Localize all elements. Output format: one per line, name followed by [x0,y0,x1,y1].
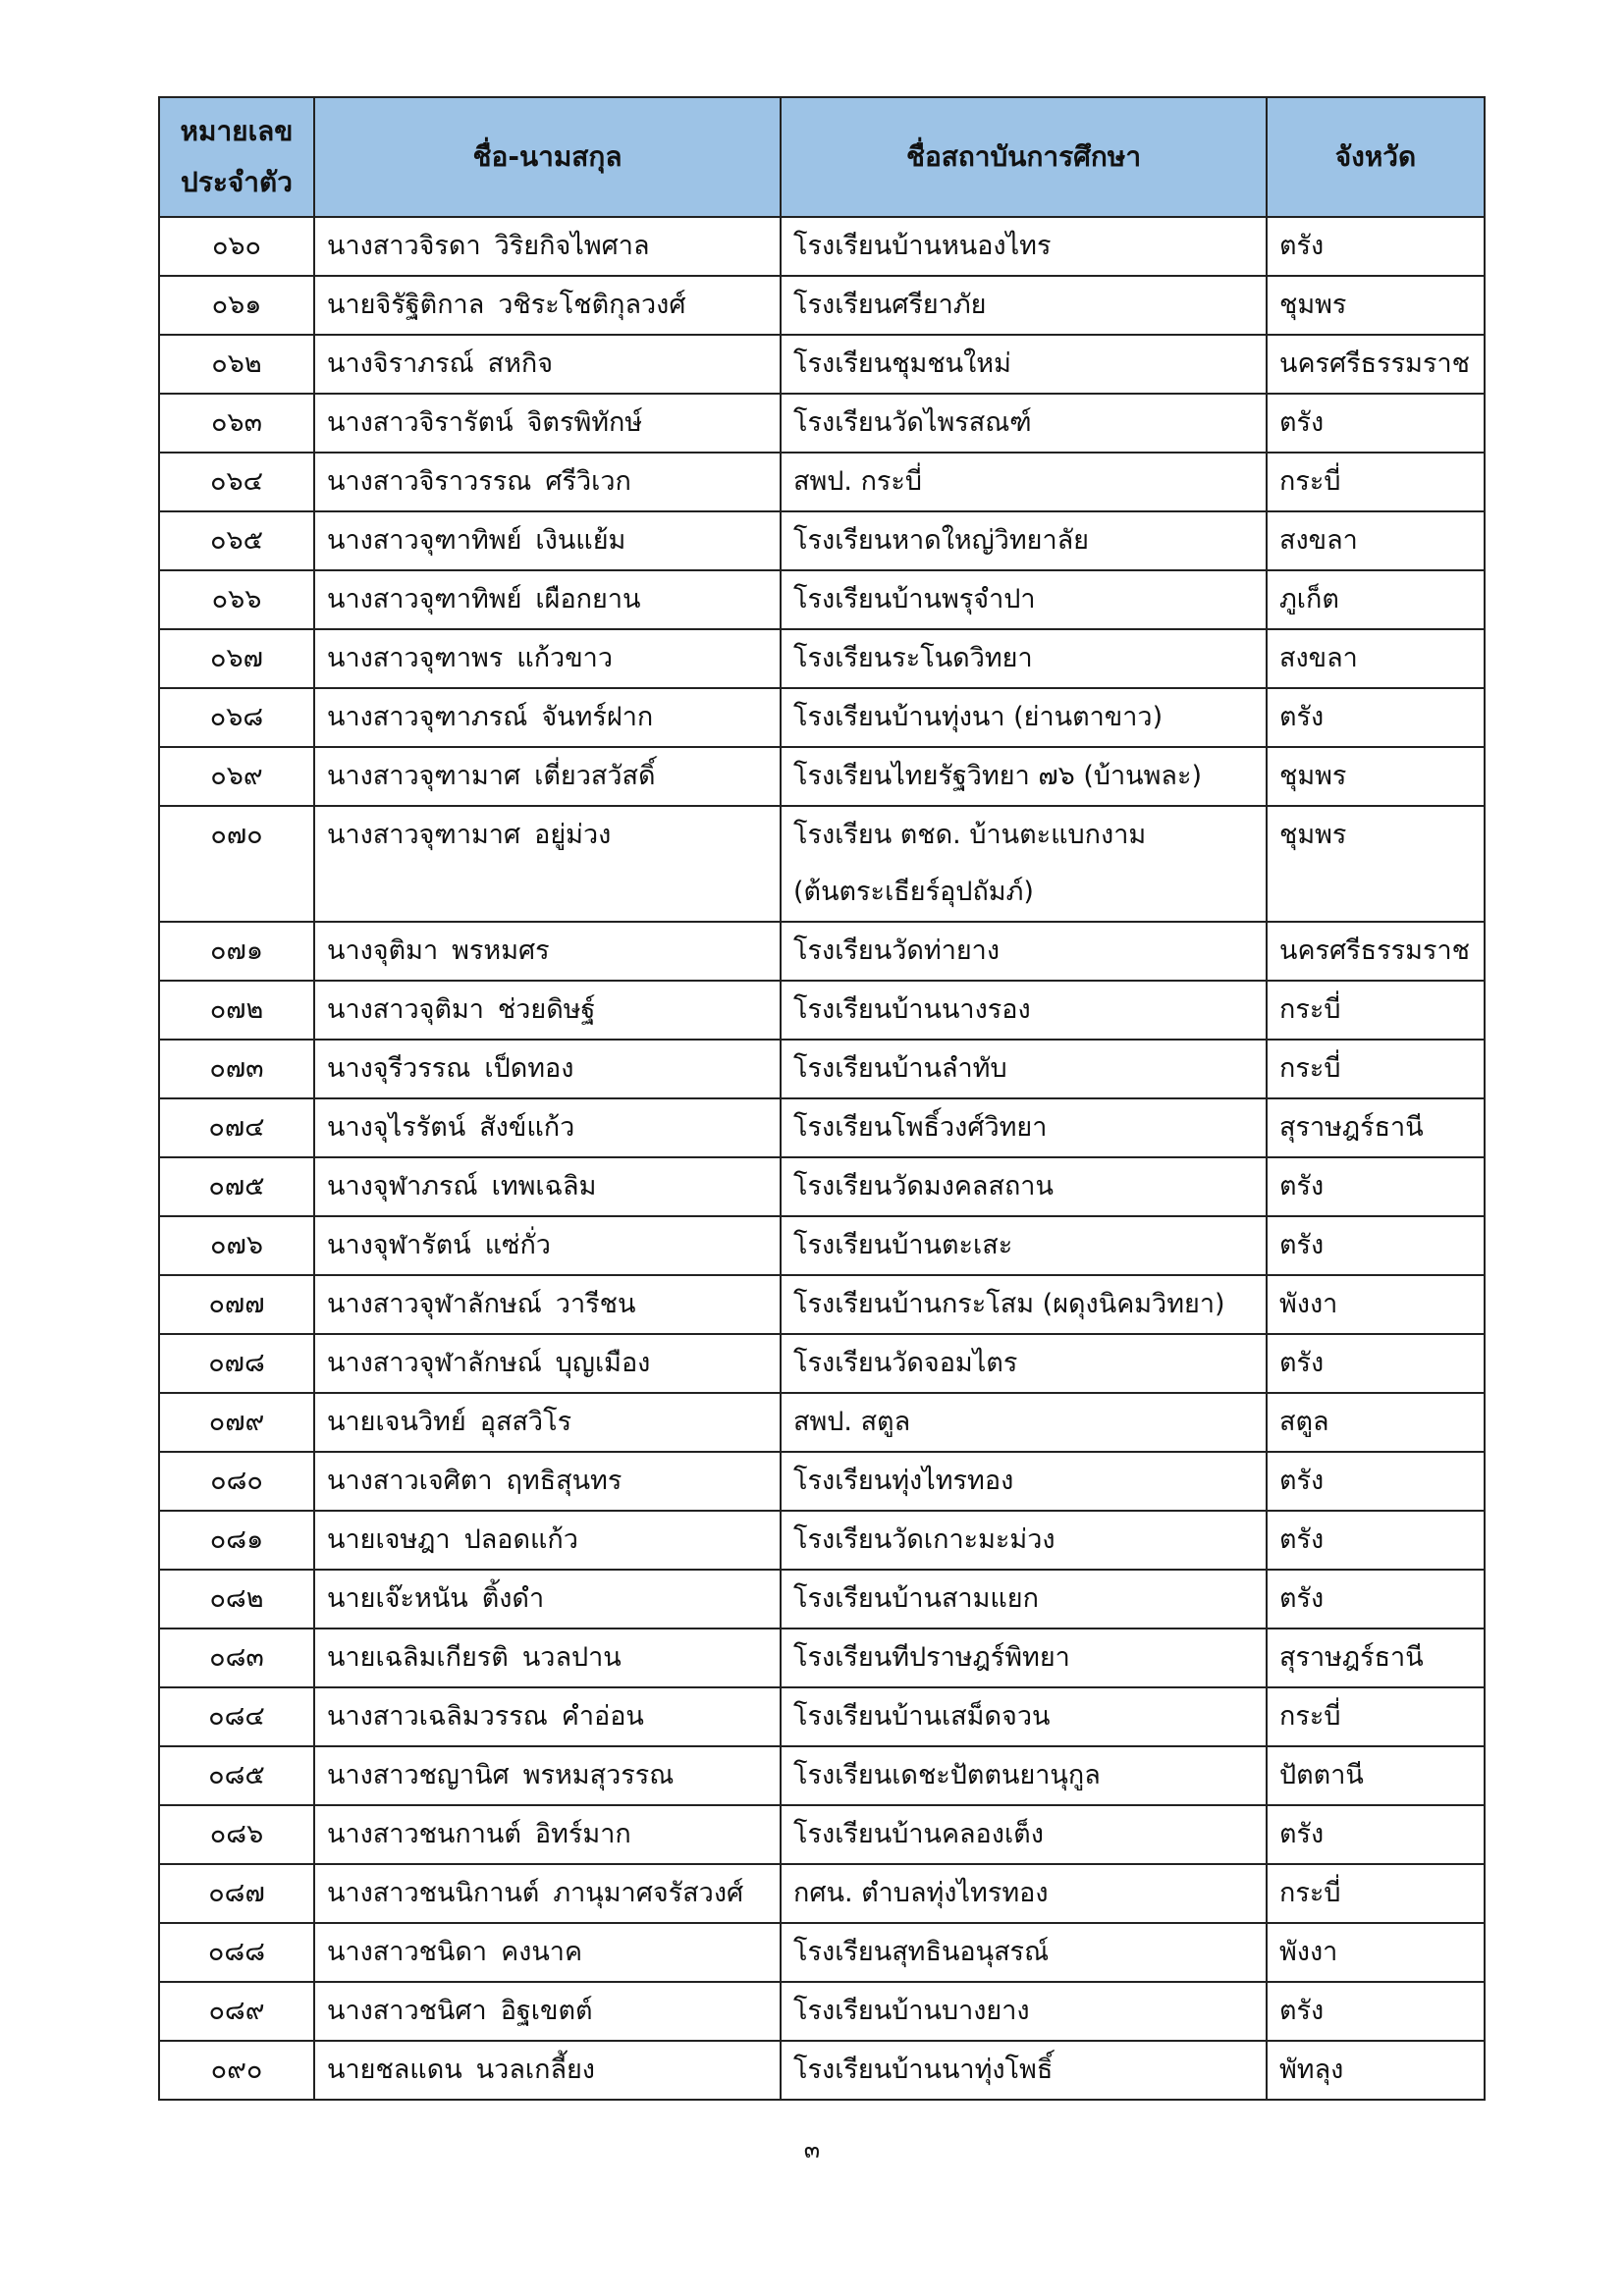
first-name: นางจุฬาภรณ์ [327,1171,478,1201]
institution-line1: โรงเรียนบ้านเสม็ดจวน [793,1701,1051,1732]
row-name [314,1687,781,1746]
table-row [159,394,1485,453]
row-province: กระบี่ [1267,1687,1485,1746]
row-id: ๐๖๓ [159,394,314,453]
header-id-line2: ประจำตัว [181,166,293,198]
table-row [159,1687,1485,1746]
first-name: นางสาวจิราวรรณ [327,466,532,497]
institution-line1: กศน. ตำบลทุ่งไทรทอง [793,1878,1049,1908]
row-name [314,688,781,747]
last-name: ภานุมาศจรัสวงศ์ [553,1878,744,1908]
row-province: ตรัง [1267,1157,1485,1216]
row-id: ๐๗๓ [159,1040,314,1098]
row-institution [781,1511,1267,1570]
row-id: ๐๘๙ [159,1982,314,2041]
last-name: อิทร์มาก [534,1819,631,1849]
first-name: นายเฉลิมเกียรติ [327,1642,509,1673]
row-name [314,1098,781,1157]
row-name [314,1511,781,1570]
row-institution [781,1452,1267,1511]
row-id: ๐๗๑ [159,922,314,981]
row-institution [781,1157,1267,1216]
row-name [314,217,781,276]
table-row [159,1864,1485,1923]
institution-line1: โรงเรียนไทยรัฐวิทยา ๗๖ (บ้านพละ) [793,761,1203,791]
row-institution [781,335,1267,394]
table-row [159,1393,1485,1452]
row-province: ภูเก็ต [1267,570,1485,629]
institution-line1: โรงเรียนโพธิ์วงศ์วิทยา [793,1112,1048,1143]
first-name: นายชลแดน [327,2055,462,2085]
row-name [314,1864,781,1923]
row-name [314,1334,781,1393]
first-name: นางสาวชนิดา [327,1937,488,1967]
last-name: ศรีวิเวก [545,466,631,497]
row-province: กระบี่ [1267,1864,1485,1923]
last-name: ติ้งดำ [481,1583,545,1614]
last-name: ช่วยดิษฐ์ [497,994,596,1025]
row-id: ๐๖๒ [159,335,314,394]
table-row [159,1157,1485,1216]
institution-line1: โรงเรียนบ้านกระโสม (ผดุงนิคมวิทยา) [793,1289,1225,1319]
row-province: ตรัง [1267,1570,1485,1629]
row-institution [781,217,1267,276]
institution-line1: โรงเรียนศรียาภัย [793,290,987,320]
institution-line1: โรงเรียนเดชะปัตตนยานุกูล [793,1760,1101,1790]
first-name: นายจิรัฐิติกาล [327,290,485,320]
row-province: ตรัง [1267,394,1485,453]
row-province: สงขลา [1267,629,1485,688]
row-name [314,1570,781,1629]
first-name: นางจุติมา [327,935,439,966]
row-name [314,1746,781,1805]
row-id: ๐๘๒ [159,1570,314,1629]
row-institution [781,981,1267,1040]
row-name [314,1393,781,1452]
row-id: ๐๘๖ [159,1805,314,1864]
institution-line1: โรงเรียนบ้านทุ่งนา (ย่านตาขาว) [793,702,1164,732]
row-id: ๐๖๗ [159,629,314,688]
row-id: ๐๖๐ [159,217,314,276]
last-name: เผือกยาน [535,584,641,614]
last-name: สหกิจ [487,348,554,379]
first-name: นางจุรีวรรณ [327,1053,471,1084]
row-id: ๐๘๑ [159,1511,314,1570]
row-province: พังงา [1267,1923,1485,1982]
institution-line1: สพป. กระบี่ [793,466,923,497]
row-id: ๐๖๖ [159,570,314,629]
row-id: ๐๗๒ [159,981,314,1040]
last-name: นวลเกลี้ยง [475,2055,595,2085]
last-name: คำอ่อน [561,1701,644,1732]
row-province: สงขลา [1267,511,1485,570]
last-name: เทพเฉลิม [491,1171,597,1201]
row-institution [781,1687,1267,1746]
row-province: กระบี่ [1267,1040,1485,1098]
header-institution: ชื่อสถาบันการศึกษา [781,97,1267,217]
row-institution [781,2041,1267,2100]
row-institution [781,276,1267,335]
first-name: นางจุฬารัตน์ [327,1230,471,1260]
table-row [159,570,1485,629]
last-name: เงินแย้ม [535,525,626,556]
row-name [314,1275,781,1334]
row-province: กระบี่ [1267,981,1485,1040]
last-name: จันทร์ฝาก [541,702,654,732]
table-row [159,1334,1485,1393]
row-institution [781,1982,1267,2041]
table-row [159,1216,1485,1275]
institution-line1: โรงเรียนบ้านนางรอง [793,994,1031,1025]
institution-line1: สพป. สตูล [793,1407,911,1437]
first-name: นางสาวเจศิตา [327,1466,493,1496]
table-row [159,1746,1485,1805]
row-institution [781,806,1267,922]
institution-line1: โรงเรียนวัดเกาะมะม่วง [793,1524,1056,1555]
last-name: แซ่กั่ว [484,1230,551,1260]
institution-line1: โรงเรียนบ้านตะเสะ [793,1230,1013,1260]
first-name: นางสาวชนนิกานต์ [327,1878,540,1908]
row-province: พังงา [1267,1275,1485,1334]
first-name: นางจิราภรณ์ [327,348,474,379]
first-name: นางสาวชญานิศ [327,1760,510,1790]
first-name: นางสาวจุติมา [327,994,484,1025]
table-row [159,922,1485,981]
row-province: ชุมพร [1267,276,1485,335]
row-province: พัทลุง [1267,2041,1485,2100]
row-institution [781,688,1267,747]
table-row [159,981,1485,1040]
row-name [314,2041,781,2100]
row-province: ตรัง [1267,1216,1485,1275]
row-id: ๐๖๑ [159,276,314,335]
row-province: ตรัง [1267,1511,1485,1570]
row-institution [781,1216,1267,1275]
institution-line2: (ต้นตระเธียร์อุปถัมภ์) [793,877,1034,907]
row-id: ๐๗๐ [159,806,314,922]
row-name [314,1040,781,1098]
institution-line1: โรงเรียนบ้านนาทุ่งโพธิ์ [793,2055,1054,2085]
institution-line1: โรงเรียนบ้านหนองไทร [793,231,1052,261]
row-id: ๐๘๗ [159,1864,314,1923]
table-row [159,806,1485,922]
table-row [159,629,1485,688]
table-row [159,1452,1485,1511]
table-row [159,453,1485,511]
institution-line1: โรงเรียนทุ่งไทรทอง [793,1466,1014,1496]
row-province: ตรัง [1267,1452,1485,1511]
first-name: นางสาวจุฑาทิพย์ [327,584,522,614]
first-name: นางสาวชนิศา [327,1996,487,2026]
first-name: นางสาวจุฑาภรณ์ [327,702,528,732]
row-institution [781,629,1267,688]
row-name [314,922,781,981]
row-institution [781,747,1267,806]
row-institution [781,1746,1267,1805]
institution-line1: โรงเรียนบ้านลำทับ [793,1053,1007,1084]
row-id: ๐๗๘ [159,1334,314,1393]
row-province: ตรัง [1267,688,1485,747]
institution-line1: โรงเรียนบ้านคลองเต็ง [793,1819,1044,1849]
row-province: ชุมพร [1267,806,1485,922]
table-row [159,1275,1485,1334]
first-name: นางสาวจุฑาทิพย์ [327,525,522,556]
header-row [159,97,1485,217]
row-institution [781,1570,1267,1629]
row-id: ๐๖๘ [159,688,314,747]
table-row [159,1923,1485,1982]
last-name: วิริยกิจไพศาล [494,231,650,261]
table-row [159,511,1485,570]
institution-line1: โรงเรียน ตชด. บ้านตะแบกงาม [793,820,1147,850]
row-province: สุราษฎร์ธานี [1267,1629,1485,1687]
row-name [314,511,781,570]
table-row [159,217,1485,276]
header-name: ชื่อ-นามสกุล [314,97,781,217]
row-institution [781,1098,1267,1157]
row-province: สุราษฎร์ธานี [1267,1098,1485,1157]
last-name: เตี่ยวสวัสดิ์ [534,761,656,791]
first-name: นางสาวจุฬาลักษณ์ [327,1348,542,1378]
row-institution [781,1393,1267,1452]
institution-line1: โรงเรียนทีปราษฎร์พิทยา [793,1642,1070,1673]
row-province: ชุมพร [1267,747,1485,806]
last-name: ฤทธิสุนทร [506,1466,623,1496]
row-name [314,1629,781,1687]
row-province: นครศรีธรรมราช [1267,335,1485,394]
row-id: ๐๗๕ [159,1157,314,1216]
table-row [159,1805,1485,1864]
row-name [314,335,781,394]
first-name: นายเจษฎา [327,1524,451,1555]
first-name: นางสาวจุฑามาศ [327,761,521,791]
row-name [314,570,781,629]
last-name: ปลอดแก้ว [463,1524,578,1555]
row-province: สตูล [1267,1393,1485,1452]
row-institution [781,922,1267,981]
header-id [159,97,314,217]
row-province: ตรัง [1267,1805,1485,1864]
last-name: แก้วขาว [516,643,613,673]
row-name [314,629,781,688]
institution-line1: โรงเรียนบ้านพรุจำปา [793,584,1036,614]
row-institution [781,1275,1267,1334]
table-row [159,1982,1485,2041]
row-name [314,981,781,1040]
last-name: บุญเมือง [555,1348,651,1378]
institution-line1: โรงเรียนบ้านสามแยก [793,1583,1039,1614]
row-province: ปัตตานี [1267,1746,1485,1805]
header-province: จังหวัด [1267,97,1485,217]
table-row [159,747,1485,806]
institution-line1: โรงเรียนวัดท่ายาง [793,935,1001,966]
row-name [314,1216,781,1275]
page-number: ๓ [803,2136,821,2163]
row-institution [781,1334,1267,1393]
table-row [159,1040,1485,1098]
first-name: นางสาวจุฬาลักษณ์ [327,1289,542,1319]
row-province: ตรัง [1267,1334,1485,1393]
last-name: วารีชน [555,1289,636,1319]
last-name: สังข์แก้ว [479,1112,575,1143]
last-name: คงนาค [501,1937,583,1967]
institution-line1: โรงเรียนระโนดวิทยา [793,643,1033,673]
row-name [314,1805,781,1864]
roster-table [158,96,1486,2101]
row-institution [781,453,1267,511]
last-name: พรหมศร [452,935,550,966]
table-row [159,688,1485,747]
first-name: นางสาวจิรดา [327,231,481,261]
row-name [314,806,781,922]
last-name: พรหมสุวรรณ [522,1760,675,1790]
table-row [159,1629,1485,1687]
row-id: ๐๖๔ [159,453,314,511]
row-name [314,276,781,335]
row-name [314,747,781,806]
institution-line1: โรงเรียนวัดไพรสณฑ์ [793,407,1032,438]
row-institution [781,394,1267,453]
institution-line1: โรงเรียนบ้านบางยาง [793,1996,1030,2026]
last-name: นวลปาน [521,1642,622,1673]
first-name: นางสาวเฉลิมวรรณ [327,1701,548,1732]
row-institution [781,1629,1267,1687]
first-name: นางจุไรรัตน์ [327,1112,466,1143]
first-name: นางสาวจุฑามาศ [327,820,521,850]
row-id: ๐๘๐ [159,1452,314,1511]
last-name: วชิระโชติกุลวงศ์ [498,290,686,320]
table-row [159,1098,1485,1157]
row-institution [781,1805,1267,1864]
row-name [314,1982,781,2041]
institution-line1: โรงเรียนวัดจอมไตร [793,1348,1018,1378]
last-name: อุสสวิโร [479,1407,572,1437]
header-id-line1: หมายเลข [180,115,294,147]
row-name [314,1923,781,1982]
row-id: ๐๗๙ [159,1393,314,1452]
table-row [159,276,1485,335]
first-name: นางสาวจุฑาพร [327,643,504,673]
row-id: ๐๙๐ [159,2041,314,2100]
table-row [159,2041,1485,2100]
row-institution [781,570,1267,629]
row-id: ๐๘๕ [159,1746,314,1805]
row-province: กระบี่ [1267,453,1485,511]
institution-line1: โรงเรียนวัดมงคลสถาน [793,1171,1054,1201]
row-province: ตรัง [1267,217,1485,276]
row-id: ๐๗๖ [159,1216,314,1275]
first-name: นายเจนวิทย์ [327,1407,466,1437]
row-id: ๐๖๕ [159,511,314,570]
row-name [314,453,781,511]
last-name: จิตรพิทักษ์ [526,407,643,438]
institution-line1: โรงเรียนสุทธินอนุสรณ์ [793,1937,1050,1967]
row-id: ๐๗๗ [159,1275,314,1334]
row-id: ๐๗๔ [159,1098,314,1157]
row-institution [781,511,1267,570]
last-name: อยู่ม่วง [534,820,612,850]
row-name [314,1157,781,1216]
table-row [159,1511,1485,1570]
institution-line1: โรงเรียนชุมชนใหม่ [793,348,1011,379]
row-id: ๐๘๓ [159,1629,314,1687]
row-id: ๐๘๘ [159,1923,314,1982]
first-name: นางสาวชนกานต์ [327,1819,521,1849]
row-institution [781,1923,1267,1982]
row-province: ตรัง [1267,1982,1485,2041]
row-id: ๐๘๔ [159,1687,314,1746]
table-row [159,335,1485,394]
last-name: เป็ดทอง [484,1053,574,1084]
row-name [314,394,781,453]
row-institution [781,1864,1267,1923]
first-name: นายเจ๊ะหนัน [327,1583,468,1614]
first-name: นางสาวจิรารัตน์ [327,407,514,438]
institution-line1: โรงเรียนหาดใหญ่วิทยาลัย [793,525,1089,556]
row-id: ๐๖๙ [159,747,314,806]
row-province: นครศรีธรรมราช [1267,922,1485,981]
row-name [314,1452,781,1511]
table-row [159,1570,1485,1629]
row-institution [781,1040,1267,1098]
last-name: อิฐเขตต์ [500,1996,593,2026]
